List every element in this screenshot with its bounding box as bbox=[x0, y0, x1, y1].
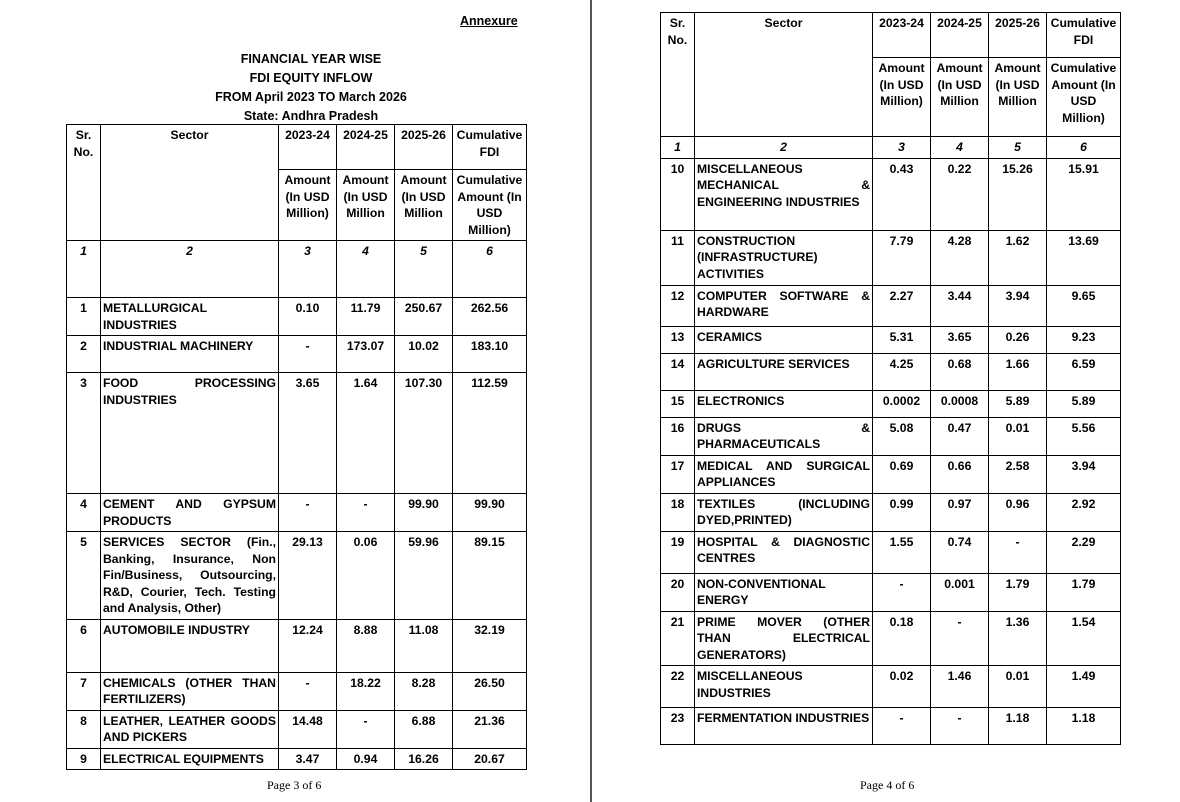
cumulative-fdi-cell: 13.69 bbox=[1047, 230, 1121, 285]
fdi-2023-24-cell: 5.08 bbox=[873, 417, 931, 455]
sr-no-cell: 6 bbox=[67, 619, 101, 672]
table-header-row bbox=[67, 125, 527, 170]
fdi-2023-24-cell: 0.99 bbox=[873, 493, 931, 531]
sr-no-cell: 21 bbox=[661, 611, 695, 666]
sr-no-cell: 11 bbox=[661, 230, 695, 285]
fdi-2025-26-cell: 6.88 bbox=[395, 710, 453, 748]
sector-cell: AGRICULTURE SERVICES bbox=[695, 353, 873, 390]
sector-cell: LEATHER, LEATHER GOODS AND PICKERS bbox=[101, 710, 279, 748]
sr-no-cell: 10 bbox=[661, 158, 695, 230]
sr-no-cell: 3 bbox=[67, 373, 101, 494]
cumulative-fdi-cell: 2.92 bbox=[1047, 493, 1121, 531]
cumulative-fdi-cell: 20.67 bbox=[453, 748, 527, 770]
cumulative-fdi-cell: 9.65 bbox=[1047, 285, 1121, 326]
column-index: 2 bbox=[695, 137, 873, 159]
cumulative-fdi-cell: 5.56 bbox=[1047, 417, 1121, 455]
fdi-2023-24-cell: 4.25 bbox=[873, 353, 931, 390]
sector-cell: FOOD PROCESSING INDUSTRIES bbox=[101, 373, 279, 494]
fdi-2024-25-cell: 0.97 bbox=[931, 493, 989, 531]
sector-cell: CERAMICS bbox=[695, 326, 873, 353]
sector-cell: CEMENT AND GYPSUM PRODUCTS bbox=[101, 494, 279, 532]
fdi-2024-25-cell: 0.0008 bbox=[931, 390, 989, 417]
header-year-2024-25: 2024-25 bbox=[337, 125, 395, 170]
header-cumulative-fdi: Cumulative FDI bbox=[453, 125, 527, 170]
fdi-2025-26-cell: 0.96 bbox=[989, 493, 1047, 531]
fdi-2024-25-cell: - bbox=[931, 708, 989, 745]
fdi-2024-25-cell: 1.46 bbox=[931, 666, 989, 708]
fdi-2025-26-cell: 250.67 bbox=[395, 298, 453, 336]
header-amount-2025-26: Amount (In USD Million bbox=[395, 170, 453, 241]
cumulative-fdi-cell: 1.49 bbox=[1047, 666, 1121, 708]
fdi-2023-24-cell: 0.18 bbox=[873, 611, 931, 666]
sr-no-cell: 4 bbox=[67, 494, 101, 532]
sr-no-cell: 15 bbox=[661, 390, 695, 417]
cumulative-fdi-cell: 32.19 bbox=[453, 619, 527, 672]
fdi-2025-26-cell: 3.94 bbox=[989, 285, 1047, 326]
fdi-2025-26-cell: 99.90 bbox=[395, 494, 453, 532]
table-row bbox=[661, 158, 1121, 230]
cumulative-fdi-cell: 5.89 bbox=[1047, 390, 1121, 417]
annexure-label: Annexure bbox=[460, 14, 518, 28]
fdi-2024-25-cell: 3.65 bbox=[931, 326, 989, 353]
fdi-2024-25-cell: 18.22 bbox=[337, 672, 395, 710]
document-title-block bbox=[66, 50, 556, 126]
fdi-2025-26-cell: 8.28 bbox=[395, 672, 453, 710]
fdi-2024-25-cell: 0.74 bbox=[931, 531, 989, 573]
table-row bbox=[67, 494, 527, 532]
header-year-2023-24: 2023-24 bbox=[279, 125, 337, 170]
fdi-2023-24-cell: 2.27 bbox=[873, 285, 931, 326]
header-sector: Sector bbox=[695, 13, 873, 137]
table-row bbox=[661, 531, 1121, 573]
sector-cell: TEXTILES (INCLUDING DYED,PRINTED) bbox=[695, 493, 873, 531]
table-header-row bbox=[661, 13, 1121, 58]
fdi-2024-25-cell: - bbox=[337, 710, 395, 748]
fdi-2025-26-cell: 59.96 bbox=[395, 532, 453, 620]
fdi-2024-25-cell: - bbox=[931, 611, 989, 666]
fdi-2025-26-cell: 0.26 bbox=[989, 326, 1047, 353]
fdi-2024-25-cell: 0.94 bbox=[337, 748, 395, 770]
fdi-2025-26-cell: 1.36 bbox=[989, 611, 1047, 666]
sector-cell: INDUSTRIAL MACHINERY bbox=[101, 336, 279, 373]
sr-no-cell: 8 bbox=[67, 710, 101, 748]
fdi-2024-25-cell: - bbox=[337, 494, 395, 532]
column-index: 5 bbox=[395, 241, 453, 298]
fdi-table-right bbox=[660, 12, 1121, 745]
cumulative-fdi-cell: 1.18 bbox=[1047, 708, 1121, 745]
header-cumulative-amount: Cumulative Amount (In USD Million) bbox=[1047, 58, 1121, 137]
fdi-2025-26-cell: 0.01 bbox=[989, 417, 1047, 455]
title-line: State: Andhra Pradesh bbox=[243, 109, 379, 123]
fdi-2024-25-cell: 0.06 bbox=[337, 532, 395, 620]
fdi-2025-26-cell: 10.02 bbox=[395, 336, 453, 373]
table-row bbox=[661, 417, 1121, 455]
header-amount-2023-24: Amount (In USD Million) bbox=[279, 170, 337, 241]
column-index: 1 bbox=[661, 137, 695, 159]
cumulative-fdi-cell: 89.15 bbox=[453, 532, 527, 620]
sr-no-cell: 13 bbox=[661, 326, 695, 353]
header-year-2024-25: 2024-25 bbox=[931, 13, 989, 58]
fdi-2025-26-cell: 1.18 bbox=[989, 708, 1047, 745]
sector-cell: MISCELLANEOUS MECHANICAL & ENGINEERING INDUSTRIES bbox=[695, 158, 873, 230]
fdi-2023-24-cell: 3.47 bbox=[279, 748, 337, 770]
fdi-2023-24-cell: - bbox=[279, 672, 337, 710]
fdi-2023-24-cell: 12.24 bbox=[279, 619, 337, 672]
sector-cell: CONSTRUCTION (INFRASTRUCTURE) ACTIVITIES bbox=[695, 230, 873, 285]
cumulative-fdi-cell: 183.10 bbox=[453, 336, 527, 373]
fdi-2025-26-cell: - bbox=[989, 531, 1047, 573]
fdi-2025-26-cell: 1.62 bbox=[989, 230, 1047, 285]
sector-cell: ELECTRICAL EQUIPMENTS bbox=[101, 748, 279, 770]
cumulative-fdi-cell: 21.36 bbox=[453, 710, 527, 748]
table-row bbox=[661, 493, 1121, 531]
fdi-2023-24-cell: 7.79 bbox=[873, 230, 931, 285]
column-index: 4 bbox=[337, 241, 395, 298]
sector-cell: ELECTRONICS bbox=[695, 390, 873, 417]
table-row bbox=[67, 748, 527, 770]
title-line: FINANCIAL YEAR WISE bbox=[240, 52, 382, 66]
fdi-2023-24-cell: 1.55 bbox=[873, 531, 931, 573]
title-line: FROM April 2023 TO March 2026 bbox=[215, 90, 407, 104]
table-row bbox=[661, 390, 1121, 417]
cumulative-fdi-cell: 26.50 bbox=[453, 672, 527, 710]
fdi-2024-25-cell: 11.79 bbox=[337, 298, 395, 336]
cumulative-fdi-cell: 99.90 bbox=[453, 494, 527, 532]
sr-no-cell: 17 bbox=[661, 455, 695, 493]
fdi-2023-24-cell: 0.0002 bbox=[873, 390, 931, 417]
fdi-2023-24-cell: 0.43 bbox=[873, 158, 931, 230]
page-footer: Page 4 of 6 bbox=[860, 778, 915, 792]
column-index: 6 bbox=[1047, 137, 1121, 159]
table-row bbox=[67, 336, 527, 373]
table-row bbox=[661, 573, 1121, 611]
fdi-2023-24-cell: 3.65 bbox=[279, 373, 337, 494]
fdi-2025-26-cell: 16.26 bbox=[395, 748, 453, 770]
column-index: 3 bbox=[873, 137, 931, 159]
cumulative-fdi-cell: 262.56 bbox=[453, 298, 527, 336]
cumulative-fdi-cell: 6.59 bbox=[1047, 353, 1121, 390]
sr-no-cell: 12 bbox=[661, 285, 695, 326]
header-sector: Sector bbox=[101, 125, 279, 241]
sector-cell: COMPUTER SOFTWARE & HARDWARE bbox=[695, 285, 873, 326]
fdi-2025-26-cell: 0.01 bbox=[989, 666, 1047, 708]
cumulative-fdi-cell: 1.79 bbox=[1047, 573, 1121, 611]
fdi-2023-24-cell: - bbox=[279, 494, 337, 532]
header-cumulative-fdi: Cumulative FDI bbox=[1047, 13, 1121, 58]
header-year-2025-26: 2025-26 bbox=[395, 125, 453, 170]
sector-cell: CHEMICALS (OTHER THAN FERTILIZERS) bbox=[101, 672, 279, 710]
fdi-2023-24-cell: - bbox=[873, 573, 931, 611]
fdi-2024-25-cell: 4.28 bbox=[931, 230, 989, 285]
table-row bbox=[661, 353, 1121, 390]
fdi-2025-26-cell: 15.26 bbox=[989, 158, 1047, 230]
table-row bbox=[67, 373, 527, 494]
sector-cell: FERMENTATION INDUSTRIES bbox=[695, 708, 873, 745]
table-row bbox=[67, 672, 527, 710]
column-index: 3 bbox=[279, 241, 337, 298]
table-row bbox=[661, 455, 1121, 493]
header-amount-2023-24: Amount (In USD Million) bbox=[873, 58, 931, 137]
column-index: 5 bbox=[989, 137, 1047, 159]
table-row bbox=[661, 230, 1121, 285]
fdi-2023-24-cell: 5.31 bbox=[873, 326, 931, 353]
cumulative-fdi-cell: 15.91 bbox=[1047, 158, 1121, 230]
fdi-2025-26-cell: 11.08 bbox=[395, 619, 453, 672]
fdi-2023-24-cell: - bbox=[873, 708, 931, 745]
sr-no-cell: 23 bbox=[661, 708, 695, 745]
sector-cell: MEDICAL AND SURGICAL APPLIANCES bbox=[695, 455, 873, 493]
sector-cell: SERVICES SECTOR (Fin., Banking, Insurance, Non Fin/Business, Outsourcing, R&D, Courier, Tech. Testing and Analysis, Other) bbox=[101, 532, 279, 620]
table-row bbox=[661, 611, 1121, 666]
fdi-2024-25-cell: 0.47 bbox=[931, 417, 989, 455]
header-sr-no: Sr. No. bbox=[67, 125, 101, 241]
table-row bbox=[67, 710, 527, 748]
fdi-2024-25-cell: 173.07 bbox=[337, 336, 395, 373]
sr-no-cell: 1 bbox=[67, 298, 101, 336]
fdi-table-left bbox=[66, 124, 527, 770]
fdi-2024-25-cell: 0.22 bbox=[931, 158, 989, 230]
sector-cell: AUTOMOBILE INDUSTRY bbox=[101, 619, 279, 672]
cumulative-fdi-cell: 112.59 bbox=[453, 373, 527, 494]
fdi-2025-26-cell: 2.58 bbox=[989, 455, 1047, 493]
document-page-4 bbox=[592, 0, 1180, 802]
header-cumulative-amount: Cumulative Amount (In USD Million) bbox=[453, 170, 527, 241]
header-amount-2024-25: Amount (In USD Million bbox=[931, 58, 989, 137]
sector-cell: MISCELLANEOUS INDUSTRIES bbox=[695, 666, 873, 708]
header-amount-2024-25: Amount (In USD Million bbox=[337, 170, 395, 241]
fdi-2024-25-cell: 1.64 bbox=[337, 373, 395, 494]
header-year-2025-26: 2025-26 bbox=[989, 13, 1047, 58]
fdi-2024-25-cell: 0.66 bbox=[931, 455, 989, 493]
table-row bbox=[661, 326, 1121, 353]
fdi-2025-26-cell: 107.30 bbox=[395, 373, 453, 494]
sr-no-cell: 18 bbox=[661, 493, 695, 531]
fdi-2024-25-cell: 8.88 bbox=[337, 619, 395, 672]
sector-cell: METALLURGICAL INDUSTRIES bbox=[101, 298, 279, 336]
fdi-2025-26-cell: 1.66 bbox=[989, 353, 1047, 390]
fdi-2025-26-cell: 5.89 bbox=[989, 390, 1047, 417]
cumulative-fdi-cell: 3.94 bbox=[1047, 455, 1121, 493]
sector-cell: PRIME MOVER (OTHER THAN ELECTRICAL GENERATORS) bbox=[695, 611, 873, 666]
fdi-2023-24-cell: - bbox=[279, 336, 337, 373]
cumulative-fdi-cell: 1.54 bbox=[1047, 611, 1121, 666]
fdi-2024-25-cell: 0.001 bbox=[931, 573, 989, 611]
table-row bbox=[661, 666, 1121, 708]
sr-no-cell: 5 bbox=[67, 532, 101, 620]
column-index: 6 bbox=[453, 241, 527, 298]
fdi-2023-24-cell: 0.10 bbox=[279, 298, 337, 336]
header-amount-2025-26: Amount (In USD Million bbox=[989, 58, 1047, 137]
sr-no-cell: 19 bbox=[661, 531, 695, 573]
header-sr-no: Sr. No. bbox=[661, 13, 695, 137]
header-year-2023-24: 2023-24 bbox=[873, 13, 931, 58]
page-footer: Page 3 of 6 bbox=[267, 778, 322, 792]
column-index-row bbox=[661, 137, 1121, 159]
fdi-2023-24-cell: 0.02 bbox=[873, 666, 931, 708]
sector-cell: HOSPITAL & DIAGNOSTIC CENTRES bbox=[695, 531, 873, 573]
fdi-2024-25-cell: 0.68 bbox=[931, 353, 989, 390]
sr-no-cell: 7 bbox=[67, 672, 101, 710]
fdi-2023-24-cell: 14.48 bbox=[279, 710, 337, 748]
fdi-2025-26-cell: 1.79 bbox=[989, 573, 1047, 611]
column-index: 2 bbox=[101, 241, 279, 298]
table-row bbox=[661, 285, 1121, 326]
fdi-2024-25-cell: 3.44 bbox=[931, 285, 989, 326]
column-index: 1 bbox=[67, 241, 101, 298]
cumulative-fdi-cell: 2.29 bbox=[1047, 531, 1121, 573]
sr-no-cell: 14 bbox=[661, 353, 695, 390]
column-index: 4 bbox=[931, 137, 989, 159]
sector-cell: DRUGS & PHARMACEUTICALS bbox=[695, 417, 873, 455]
column-index-row bbox=[67, 241, 527, 298]
sector-cell: NON-CONVENTIONAL ENERGY bbox=[695, 573, 873, 611]
table-row bbox=[67, 532, 527, 620]
sr-no-cell: 20 bbox=[661, 573, 695, 611]
table-row bbox=[661, 708, 1121, 745]
table-row bbox=[67, 619, 527, 672]
fdi-2023-24-cell: 0.69 bbox=[873, 455, 931, 493]
cumulative-fdi-cell: 9.23 bbox=[1047, 326, 1121, 353]
sr-no-cell: 9 bbox=[67, 748, 101, 770]
sr-no-cell: 2 bbox=[67, 336, 101, 373]
sr-no-cell: 16 bbox=[661, 417, 695, 455]
sr-no-cell: 22 bbox=[661, 666, 695, 708]
fdi-2023-24-cell: 29.13 bbox=[279, 532, 337, 620]
table-row bbox=[67, 298, 527, 336]
title-line: FDI EQUITY INFLOW bbox=[249, 71, 373, 85]
